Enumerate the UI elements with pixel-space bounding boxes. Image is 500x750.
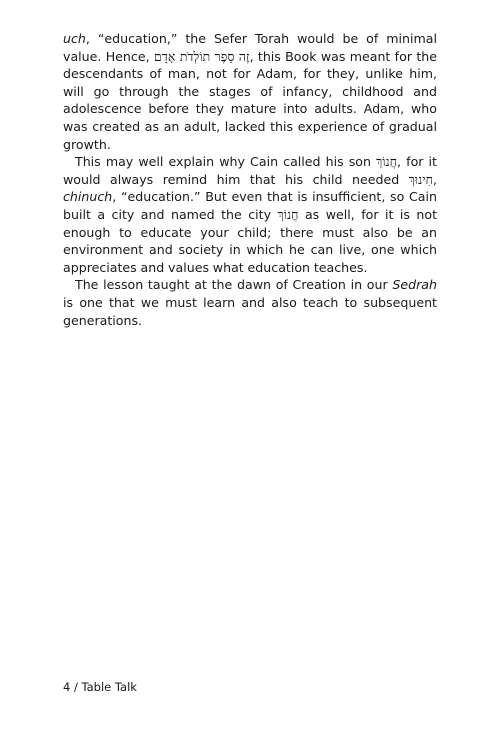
segment: uch	[63, 31, 86, 46]
segment: is one that we must learn and also teach to subsequent generations.	[63, 294, 437, 328]
segment: ,	[432, 171, 437, 187]
segment: Sedrah	[392, 277, 437, 293]
segment: , this Book was meant for the descendants of man, not for Adam, for they, unlike him, will go through the stages of infancy, childhood and adolescence before they mature into adults. Adam, who was created as an adult, lacked this experience of gradual growth.	[63, 48, 437, 152]
segment: chinuch	[63, 189, 113, 205]
paragraph-3	[63, 276, 437, 329]
hebrew-word: חֲנוֹךְ	[277, 206, 299, 222]
page-footer: 4 / Table Talk	[63, 680, 137, 694]
segment: , “education,” the Sefer Torah would be of minimal value. Hence,	[63, 31, 437, 64]
paragraph-2	[63, 153, 437, 276]
hebrew-word: חֲנוֹךְ	[376, 154, 398, 170]
hebrew-word: חִינוּךְ	[408, 171, 433, 187]
segment: , “education.” But even that is insufficient, so Cain built a city and named the city	[63, 189, 437, 222]
segment: , for it would always remind him that his child needed	[63, 154, 437, 187]
segment: This may well explain why Cain called his son	[75, 154, 377, 170]
segment: as well, for it is not enough to educate your child; there must also be an environment and society in which he can live, one which appreciates and values what education teaches.	[63, 206, 438, 275]
page-body	[63, 30, 437, 329]
paragraph-1	[63, 30, 437, 153]
segment: The lesson taught at the dawn of Creation in our	[75, 277, 393, 293]
hebrew-phrase: זֶה סֵפֶר תוֹלְדֹת אָדָם	[153, 48, 250, 64]
